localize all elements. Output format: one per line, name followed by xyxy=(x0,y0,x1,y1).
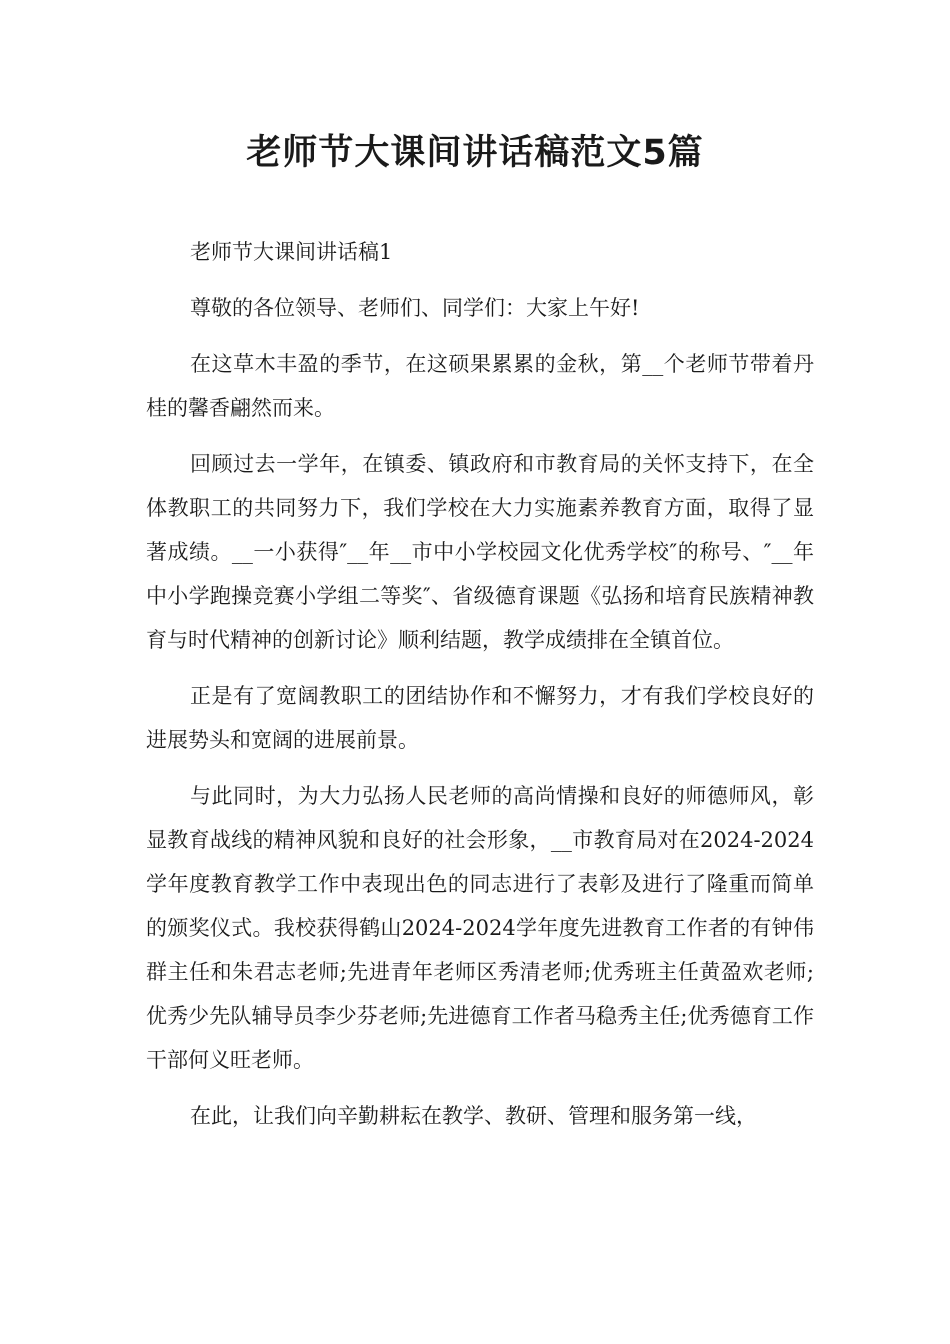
document-body xyxy=(146,230,814,1138)
body-paragraph: 在此，让我们向辛勤耕耘在教学、教研、管理和服务第一线， xyxy=(190,1104,757,1128)
greeting-paragraph: 尊敬的各位领导、老师们、同学们：大家上午好! xyxy=(190,296,640,320)
document-title: 老师节大课间讲话稿范文5篇 xyxy=(246,133,704,173)
body-paragraph: 在这草木丰盈的季节，在这硕果累累的金秋，第__个老师节带着丹桂的馨香翩然而来。 xyxy=(146,352,814,420)
body-paragraph: 回顾过去一学年，在镇委、镇政府和市教育局的关怀支持下，在全体教职工的共同努力下，我们学校在大力实施素养教育方面，取得了显著成绩。__一小获得″__年__市中小学校园文化优秀学校″的称号、″__年中小学跑操竞赛小学组二等奖″、省级德育课题《弘扬和培育民族精神教育与时代精神的创新讨论》顺利结题，教学成绩排在全镇首位。 xyxy=(146,452,814,652)
body-paragraph: 与此同时，为大力弘扬人民老师的高尚情操和良好的师德师风，彰显教育战线的精神风貌和良好的社会形象，__市教育局对在2024-2024学年度教育教学工作中表现出色的同志进行了表彰及进行了隆重而简单的颁奖仪式。我校获得鹤山2024-2024学年度先进教育工作者的有钟伟群主任和朱君志老师;先进青年老师区秀清老师;优秀班主任黄盈欢老师;优秀少先队辅导员李少芬老师;先进德育工作者马稳秀主任;优秀德育工作干部何义旺老师。 xyxy=(146,784,814,1072)
section-heading: 老师节大课间讲话稿1 xyxy=(190,240,393,264)
body-paragraph: 正是有了宽阔教职工的团结协作和不懈努力，才有我们学校良好的进展势头和宽阔的进展前景。 xyxy=(146,684,814,752)
